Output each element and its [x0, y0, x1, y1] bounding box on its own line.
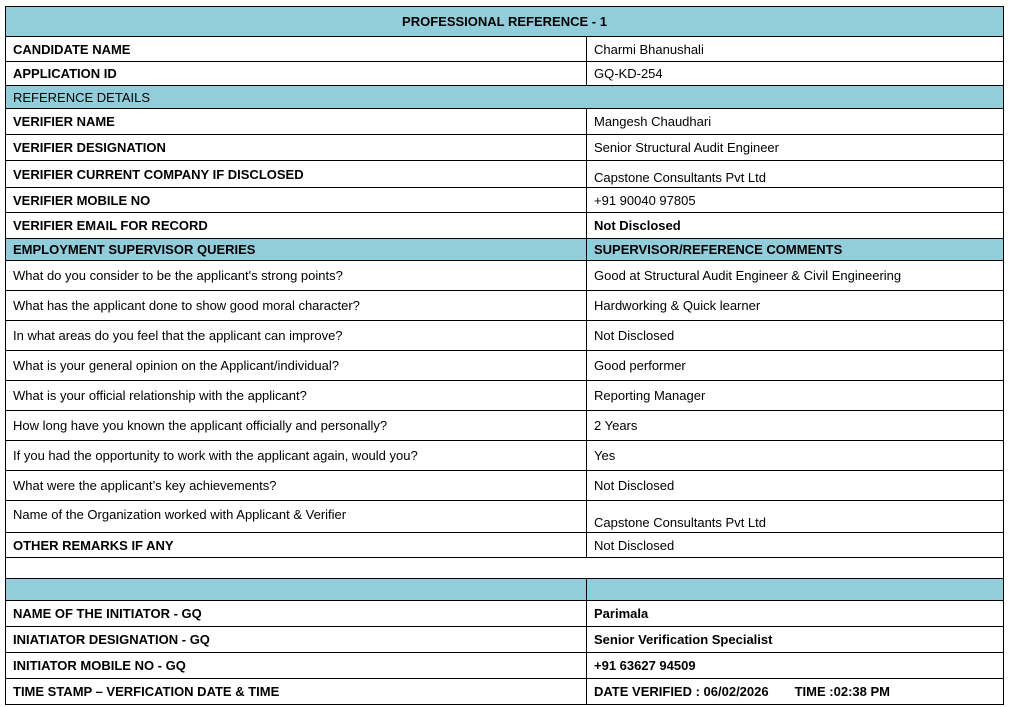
query-answer: Not Disclosed [587, 471, 1004, 501]
initiator-name-label: NAME OF THE INITIATOR - GQ [6, 601, 587, 627]
query-row [6, 471, 1004, 501]
page-title: PROFESSIONAL REFERENCE - 1 [6, 7, 1004, 37]
query-question: What do you consider to be the applicant's strong points? [6, 261, 587, 291]
verifier-mobile-row [6, 188, 1004, 213]
professional-reference-table [5, 6, 1004, 705]
other-remarks-value: Not Disclosed [587, 533, 1004, 558]
query-row [6, 321, 1004, 351]
verifier-email-row [6, 213, 1004, 239]
initiator-name-row [6, 601, 1004, 627]
queries-header-left: EMPLOYMENT SUPERVISOR QUERIES [6, 239, 587, 261]
verifier-name-label: VERIFIER NAME [6, 109, 587, 135]
query-question: In what areas do you feel that the applicant can improve? [6, 321, 587, 351]
timestamp-value [587, 679, 1004, 705]
initiator-header-right [587, 579, 1004, 601]
timestamp-row [6, 679, 1004, 705]
initiator-designation-label: INIATIATOR DESIGNATION - GQ [6, 627, 587, 653]
query-question: If you had the opportunity to work with the applicant again, would you? [6, 441, 587, 471]
queries-header-right: SUPERVISOR/REFERENCE COMMENTS [587, 239, 1004, 261]
candidate-name-row [6, 37, 1004, 62]
blank-row [6, 558, 1004, 579]
initiator-mobile-value: +91 63627 94509 [587, 653, 1004, 679]
query-row [6, 381, 1004, 411]
application-id-row [6, 62, 1004, 86]
query-answer: Hardworking & Quick learner [587, 291, 1004, 321]
title-row [6, 7, 1004, 37]
reference-details-label: REFERENCE DETAILS [6, 86, 1004, 109]
verifier-mobile-value: +91 90040 97805 [587, 188, 1004, 213]
verifier-designation-row [6, 135, 1004, 161]
time-verified: TIME :02:38 PM [794, 684, 890, 699]
verifier-email-label: VERIFIER EMAIL FOR RECORD [6, 213, 587, 239]
reference-details-header [6, 86, 1004, 109]
verifier-company-label: VERIFIER CURRENT COMPANY IF DISCLOSED [6, 161, 587, 188]
verifier-company-value: Capstone Consultants Pvt Ltd [587, 161, 1004, 188]
query-question: What were the applicant’s key achievements? [6, 471, 587, 501]
candidate-name-value: Charmi Bhanushali [587, 37, 1004, 62]
query-row [6, 291, 1004, 321]
query-answer: Good performer [587, 351, 1004, 381]
query-answer: 2 Years [587, 411, 1004, 441]
query-row [6, 261, 1004, 291]
initiator-designation-row [6, 627, 1004, 653]
query-question: How long have you known the applicant officially and personally? [6, 411, 587, 441]
initiator-mobile-label: INITIATOR MOBILE NO - GQ [6, 653, 587, 679]
queries-header-row [6, 239, 1004, 261]
verifier-designation-label: VERIFIER DESIGNATION [6, 135, 587, 161]
query-question: What is your general opinion on the Applicant/individual? [6, 351, 587, 381]
candidate-name-label: CANDIDATE NAME [6, 37, 587, 62]
query-answer: Capstone Consultants Pvt Ltd [587, 501, 1004, 533]
blank-cell [6, 558, 1004, 579]
verifier-designation-value: Senior Structural Audit Engineer [587, 135, 1004, 161]
other-remarks-row [6, 533, 1004, 558]
query-row [6, 411, 1004, 441]
query-answer: Yes [587, 441, 1004, 471]
verifier-company-row [6, 161, 1004, 188]
query-row [6, 351, 1004, 381]
initiator-mobile-row [6, 653, 1004, 679]
application-id-value: GQ-KD-254 [587, 62, 1004, 86]
query-row [6, 501, 1004, 533]
verifier-mobile-label: VERIFIER MOBILE NO [6, 188, 587, 213]
timestamp-label: TIME STAMP – VERFICATION DATE & TIME [6, 679, 587, 705]
query-question: What has the applicant done to show good moral character? [6, 291, 587, 321]
application-id-label: APPLICATION ID [6, 62, 587, 86]
other-remarks-label: OTHER REMARKS IF ANY [6, 533, 587, 558]
initiator-name-value: Parimala [587, 601, 1004, 627]
verifier-name-value: Mangesh Chaudhari [587, 109, 1004, 135]
query-question: Name of the Organization worked with Applicant & Verifier [6, 501, 587, 533]
initiator-designation-value: Senior Verification Specialist [587, 627, 1004, 653]
query-answer: Reporting Manager [587, 381, 1004, 411]
initiator-header-left [6, 579, 587, 601]
query-question: What is your official relationship with the applicant? [6, 381, 587, 411]
query-row [6, 441, 1004, 471]
query-answer: Not Disclosed [587, 321, 1004, 351]
verifier-email-value: Not Disclosed [587, 213, 1004, 239]
initiator-header-row [6, 579, 1004, 601]
query-answer: Good at Structural Audit Engineer & Civil Engineering [587, 261, 1004, 291]
verifier-name-row [6, 109, 1004, 135]
date-verified: DATE VERIFIED : 06/02/2026 [594, 684, 769, 699]
